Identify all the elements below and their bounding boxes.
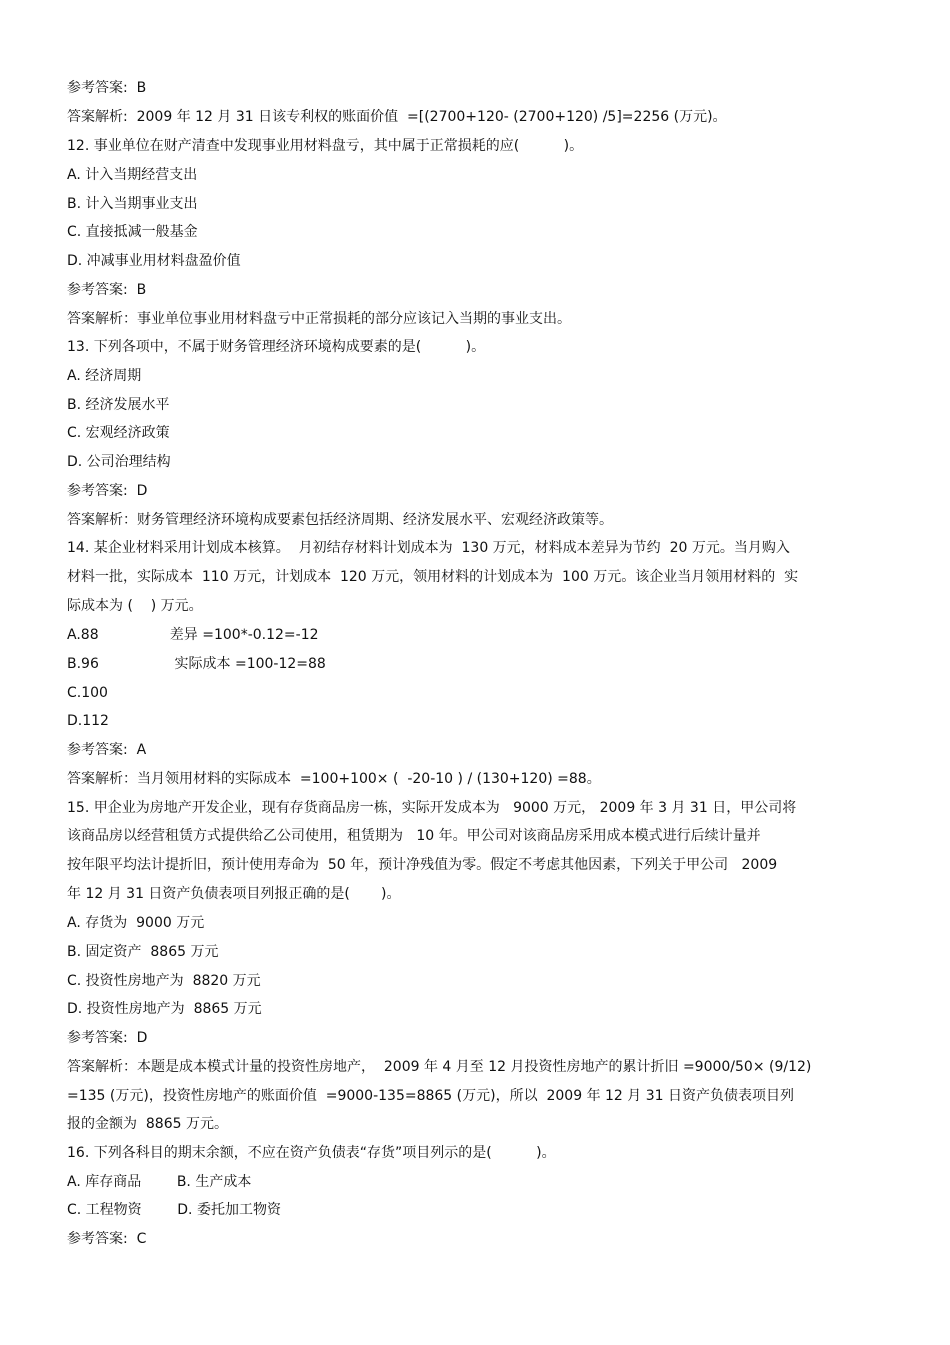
option-a: A.88 差异 =100*-0.12=-12 [67,627,319,643]
option-b: B. 固定资产 8865 万元 [67,944,219,960]
answer-line: 参考答案: D [67,483,148,499]
option-a: A. 计入当期经营支出 [67,167,198,183]
option-c: C. 投资性房地产为 8820 万元 [67,973,261,989]
answer-line: 参考答案: A [67,742,147,758]
question-12: 12. 事业单位在财产清查中发现事业用材料盘亏，其中属于正常损耗的应( )。 [67,138,584,154]
analysis-line: 答案解析：当月领用材料的实际成本 =100+100× ( -20-10 ) / (130+120) =88。 [67,771,601,787]
question-15-cont: 按年限平均法计提折旧，预计使用寿命为 50 年，预计净残值为零。假定不考虑其他因素，下列关于甲公司 2009 [67,857,778,873]
options-a-b: A. 库存商品 B. 生产成本 [67,1174,252,1190]
option-a: A. 存货为 9000 万元 [67,915,205,931]
option-c: C.100 [67,685,108,701]
question-14-cont: 际成本为 ( ) 万元。 [67,598,203,614]
option-c: C. 直接抵减一般基金 [67,224,198,240]
question-13: 13. 下列各项中，不属于财务管理经济环境构成要素的是( )。 [67,339,486,355]
options-c-d: C. 工程物资 D. 委托加工物资 [67,1202,281,1218]
option-c: C. 宏观经济政策 [67,425,170,441]
answer-line: 参考答案: B [67,80,147,96]
analysis-line: 答案解析：事业单位事业用材料盘亏中正常损耗的部分应该记入当期的事业支出。 [67,311,571,327]
analysis-line-cont: =135 (万元)，投资性房地产的账面价值 =9000-135=8865 (万元)，所以 2009 年 12 月 31 日资产负债表项目列 [67,1088,795,1104]
question-15-cont: 该商品房以经营租赁方式提供给乙公司使用，租赁期为 10 年。甲公司对该商品房采用成本模式进行后续计量并 [67,828,761,844]
question-16: 16. 下列各科目的期末余额，不应在资产负债表“存货”项目列示的是( )。 [67,1145,556,1161]
question-15: 15. 甲企业为房地产开发企业，现有存货商品房一栋，实际开发成本为 9000 万元， 2009 年 3 月 31 日，甲公司将 [67,800,797,816]
question-14-cont: 材料一批，实际成本 110 万元，计划成本 120 万元，领用材料的计划成本为 100 万元。该企业当月领用材料的 实 [67,569,799,585]
analysis-line: 答案解析：本题是成本模式计量的投资性房地产， 2009 年 4 月至 12 月投资性房地产的累计折旧 =9000/50× (9/12) [67,1059,812,1075]
option-d: D. 冲减事业用材料盘盈价值 [67,253,241,269]
question-14: 14. 某企业材料采用计划成本核算。 月初结存材料计划成本为 130 万元，材料成本差异为节约 20 万元。当月购入 [67,540,790,556]
answer-line: 参考答案: B [67,282,147,298]
question-15-cont: 年 12 月 31 日资产负债表项目列报正确的是( )。 [67,886,401,902]
option-d: D. 公司治理结构 [67,454,171,470]
analysis-line: 答案解析：财务管理经济环境构成要素包括经济周期、经济发展水平、宏观经济政策等。 [67,512,613,528]
answer-line: 参考答案: C [67,1231,147,1247]
option-b: B. 经济发展水平 [67,397,170,413]
option-d: D.112 [67,713,109,729]
option-b: B.96 实际成本 =100-12=88 [67,656,326,672]
answer-line: 参考答案: D [67,1030,148,1046]
option-d: D. 投资性房地产为 8865 万元 [67,1001,262,1017]
analysis-line-cont: 报的金额为 8865 万元。 [67,1116,228,1132]
option-b: B. 计入当期事业支出 [67,196,198,212]
option-a: A. 经济周期 [67,368,142,384]
analysis-line: 答案解析: 2009 年 12 月 31 日该专利权的账面价值 =[(2700+120- (2700+120) /5]=2256 (万元)。 [67,109,727,125]
